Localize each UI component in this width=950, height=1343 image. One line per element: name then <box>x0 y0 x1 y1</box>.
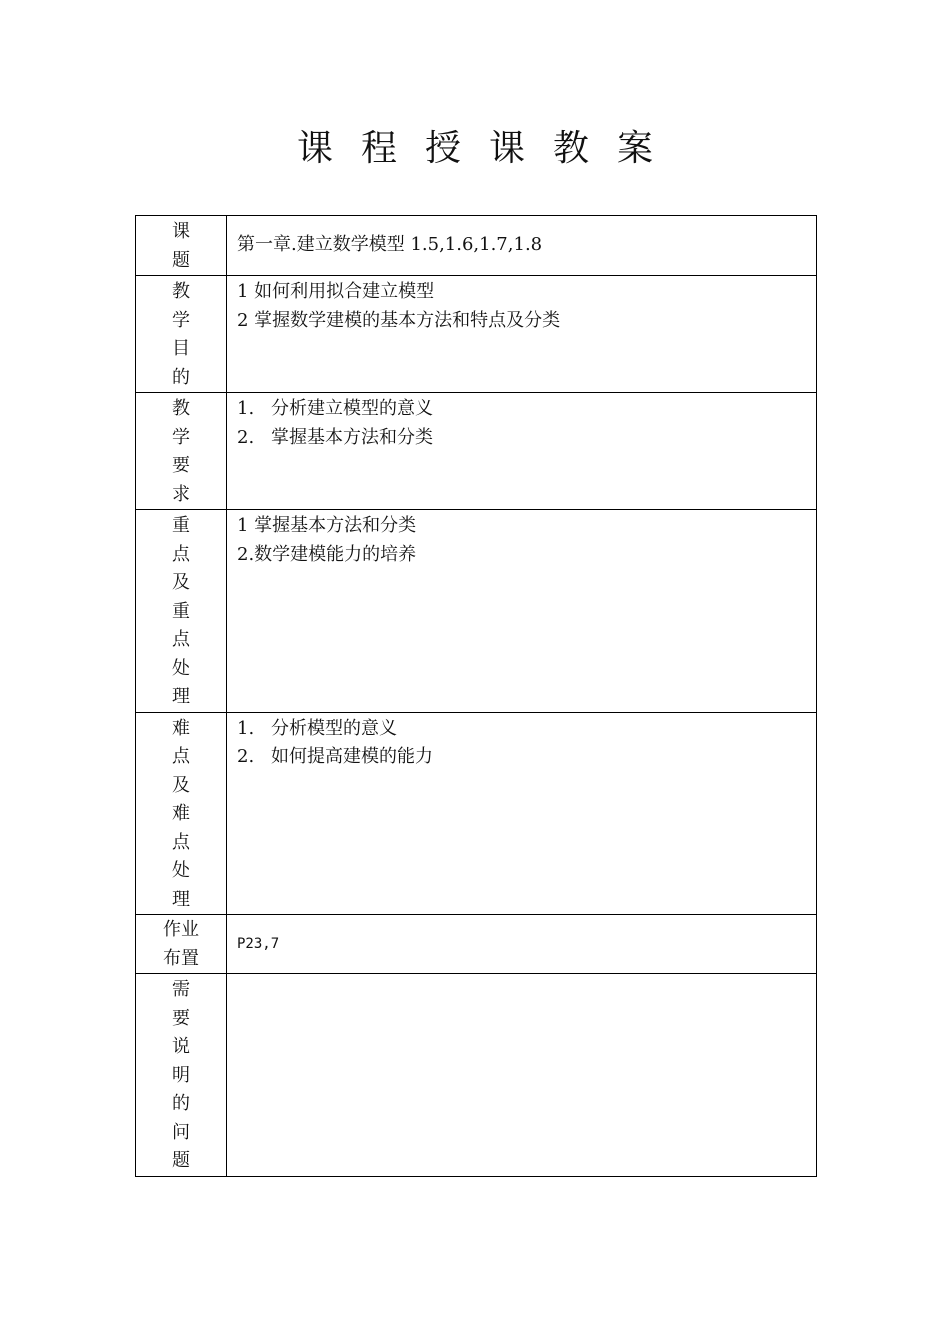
row-label-notes: 需 要 说 明 的 问 题 <box>136 974 227 1177</box>
row-content-key-points <box>227 510 817 713</box>
list-item: 2 掌握数学建模的基本方法和特点及分类 <box>237 309 561 331</box>
table-row <box>136 276 817 393</box>
table-row <box>136 393 817 510</box>
list-item: 2. 掌握基本方法和分类 <box>237 426 433 448</box>
page-title: 课程授课教案 <box>296 128 681 169</box>
difficulties-list <box>237 715 806 772</box>
table-row <box>136 712 817 915</box>
row-content-topic <box>227 216 817 276</box>
row-label-teaching-goals: 教 学 目 的 <box>136 276 227 393</box>
table-row <box>136 974 817 1177</box>
row-label-teaching-requirements: 教 学 要 求 <box>136 393 227 510</box>
list-item: 2.数学建模能力的培养 <box>237 543 417 565</box>
row-content-homework <box>227 915 817 974</box>
row-label-difficult-points: 难 点 及 难 点 处 理 <box>136 712 227 915</box>
requirements-list <box>237 395 806 452</box>
list-item: 1. 分析模型的意义 <box>237 717 397 739</box>
lesson-plan-table <box>135 215 817 1177</box>
homework-text: P23,7 <box>237 935 280 952</box>
list-item: 1 如何利用拟合建立模型 <box>237 281 435 302</box>
list-item: 1. 分析建立模型的意义 <box>237 398 433 419</box>
table-row <box>136 915 817 974</box>
row-label-topic: 课 题 <box>136 216 227 276</box>
table-row <box>136 510 817 713</box>
row-content-teaching-goals <box>227 276 817 393</box>
row-label-key-points: 重 点 及 重 点 处 理 <box>136 510 227 713</box>
table-row <box>136 216 817 276</box>
list-item: 2. 如何提高建模的能力 <box>237 746 433 767</box>
row-content-notes <box>227 974 817 1177</box>
row-content-difficult-points <box>227 712 817 915</box>
list-item: 1 掌握基本方法和分类 <box>237 515 417 536</box>
topic-text: 第一章.建立数学模型 1.5,1.6,1.7,1.8 <box>237 234 543 256</box>
row-content-teaching-requirements <box>227 393 817 510</box>
row-label-homework: 作业 布置 <box>136 915 227 974</box>
